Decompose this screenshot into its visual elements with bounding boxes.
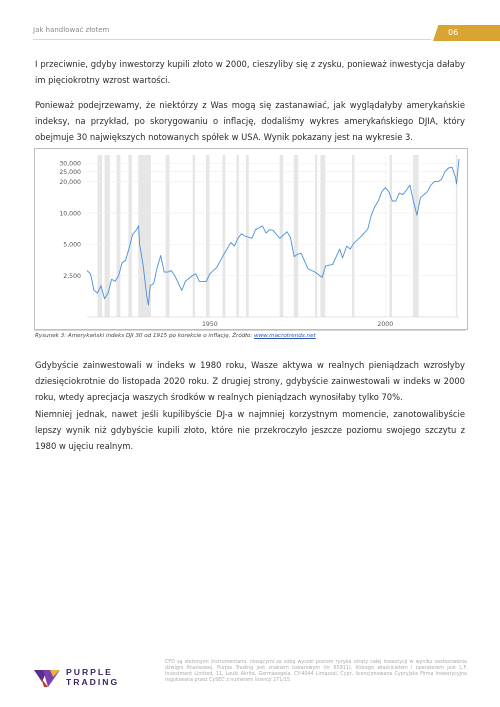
- recession-band: [166, 155, 170, 317]
- header-rule: [33, 39, 431, 40]
- y-tick-label: 2,500: [63, 273, 81, 281]
- recession-band: [413, 155, 419, 317]
- recession-band: [237, 155, 239, 317]
- x-tick-label: 2000: [377, 321, 394, 328]
- figure-caption: [35, 333, 316, 339]
- risk-disclaimer: CFD są złożonymi instrumentami, niosącymi za sobą wysoki poziom ryzyka utraty całej inwestycji w wyniku zastosowania dźwigni finansowej. Purple Trading jest znakiem towarowym (nr 65911), którego właścicielem i operatorem jest L.F. Investment Limited, 11, Louki Akrita, Germasogeia, CY-4044 Limassol, Cypr, licencjonowana Cypryjska Firma Inwestycyjna regulowana przez CySEC z numerem licencji 271/15.: [165, 660, 467, 684]
- recession-band: [294, 155, 299, 317]
- y-tick-label: 10,000: [59, 210, 81, 218]
- paragraph-1: I przeciwnie, gdyby inwestorzy kupili złoto w 2000, cieszyliby się z zysku, ponieważ inwestycja dałaby im pięciokrotny wzrost wartości.: [35, 59, 465, 85]
- page-number-tab: [433, 25, 500, 41]
- paragraph-3: Gdybyście zainwestowali w indeks w 1980 roku, Wasze aktywa w realnych pieniądzach wzrosłyby dziesięciokrotnie do listopada 2020 roku. Z drugiej strony, gdybyście zainwestowali w indeks w 2000 roku, wtedy aprecjacja waszych środków w realnych pieniądzach wynosiłaby tylko 70%.: [35, 360, 465, 402]
- recession-band: [206, 155, 209, 317]
- purple-trading-logo: [34, 667, 144, 691]
- y-tick-label: 5,000: [63, 241, 81, 249]
- purple-trading-logo-icon: [34, 668, 60, 688]
- recession-band: [98, 155, 103, 317]
- y-tick-label: 25,000: [59, 168, 81, 176]
- recession-band: [390, 155, 392, 317]
- paragraph-4: Niemniej jednak, nawet jeśli kupilibyście DJ-a w najmniej korzystnym momencie, zanotowalibyście lepszy wynik niż gdybyście kupili złoto, które nie przekroczyło jeszcze poziomu swojego szczytu z 1980 w ujęciu realnym.: [35, 409, 465, 451]
- recession-band: [222, 155, 225, 317]
- djia-chart: [34, 148, 468, 330]
- running-header-title: Jak handlować złotem: [33, 26, 110, 34]
- recession-band: [105, 155, 110, 317]
- recession-band: [128, 155, 132, 317]
- recession-band: [315, 155, 317, 317]
- djia-chart-svg: [35, 149, 467, 329]
- caption-text: Rysunek 3: Amerykański indeks DJI 30 od 1915 po korekcie o inflację. Źródło:: [35, 333, 254, 339]
- source-link[interactable]: www.macrotrends.net: [253, 333, 316, 339]
- recession-band: [116, 155, 120, 317]
- x-tick-label: 1950: [201, 321, 218, 328]
- logo-wordmark: PURPLE TRADING: [66, 667, 120, 687]
- y-tick-label: 20,000: [59, 179, 81, 187]
- recession-band: [138, 155, 151, 317]
- recession-band: [320, 155, 325, 317]
- page-number: 06: [448, 28, 459, 37]
- y-tick-label: 30,000: [59, 160, 81, 168]
- recession-band: [352, 155, 354, 317]
- paragraph-2: Ponieważ podejrzewamy, że niektórzy z Was mogą się zastanawiać, jak wyglądałyby amerykańskie indeksy, na przykład, po skorygowaniu o inflację, dodaliśmy wykres amerykańskiego DJIA, który obejmuje 30 największych notowanych spółek w USA. Wynik pokazany jest na wykresie 3.: [35, 100, 465, 142]
- caption-rule: [34, 330, 466, 331]
- recession-band: [193, 155, 195, 317]
- recession-band: [246, 155, 249, 317]
